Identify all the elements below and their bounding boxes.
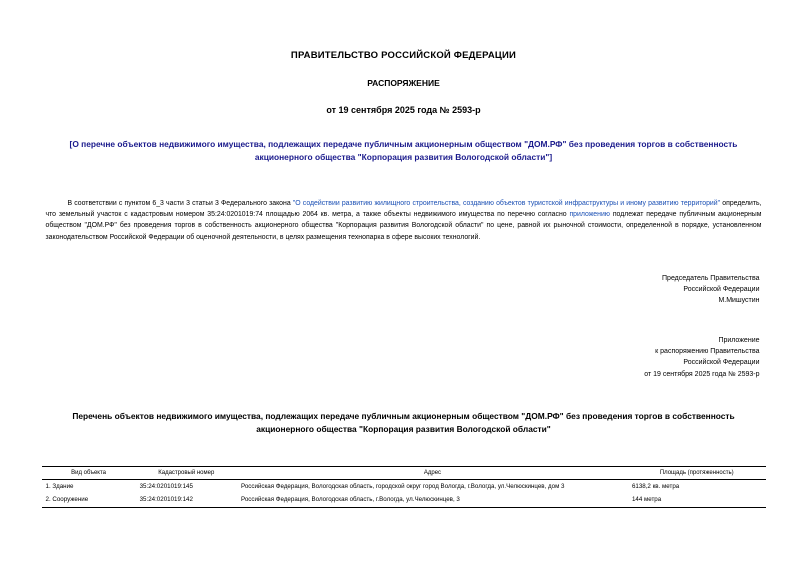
signature-position-line1: Председатель Правительства: [662, 274, 760, 282]
appendix-ref-date: от 19 сентября 2025 года № 2593-р: [644, 370, 760, 378]
cell-area: 144 метра: [628, 493, 766, 508]
government-heading: ПРАВИТЕЛЬСТВО РОССИЙСКОЙ ФЕДЕРАЦИИ: [290, 50, 517, 61]
table-body: [42, 480, 766, 508]
cell-address: Российская Федерация, Вологодская область, г.Вологда, ул.Челюскинцев, 3: [237, 493, 628, 508]
table-row: [42, 493, 766, 508]
signature-block: [42, 273, 766, 307]
appendix-label: Приложение: [718, 336, 760, 344]
appendix-ref-line2: Российской Федерации: [683, 359, 760, 367]
table-row: [42, 480, 766, 494]
cell-type: 1. Здание: [45, 483, 74, 491]
document-date: от 19 сентября 2025 года № 2593-р: [326, 105, 481, 115]
column-header-cadastral: Кадастровый номер: [136, 467, 237, 480]
cell-cadastral: 35:24:0201019:145: [139, 483, 193, 491]
column-header-area: Площадь (протяженность): [628, 467, 766, 480]
objects-table: [42, 466, 766, 508]
appendix-block: [42, 335, 766, 380]
signature-position-line2: Российской Федерации: [683, 286, 760, 294]
document-type: РАСПОРЯЖЕНИЕ: [367, 78, 440, 88]
signature-name: М.Мишустин: [718, 297, 760, 305]
column-header-address: Адрес: [237, 467, 628, 480]
cell-cadastral: 35:24:0201019:142: [136, 493, 237, 508]
cell-address: Российская Федерация, Вологодская область, городской округ город Вологда, г.Вологда, ул.Челюскинцев, дом 3: [240, 483, 565, 491]
law-reference-link[interactable]: "О содействии развитию жилищного строительства, созданию объектов туристской инфраструктуры и иному развитию территорий": [292, 200, 721, 208]
column-header-type: Вид объекта: [42, 467, 136, 480]
appendix-ref-line1: к распоряжению Правительства: [655, 348, 760, 356]
table-header: [42, 467, 766, 480]
table-header-row: [42, 467, 766, 480]
appendix-reference-link[interactable]: приложению: [569, 211, 610, 219]
document-body: [42, 198, 766, 243]
cell-area: 6138,2 кв. метра: [631, 483, 680, 491]
document-content: [42, 0, 766, 508]
list-title: Перечень объектов недвижимого имущества, подлежащих передаче публичным акционерным обществом "ДОМ.РФ" без проведения торгов в собственность акционерного общества "Корпорация развития Вологодской области": [72, 411, 735, 435]
body-text-part3: подлежат передаче публичным акционерным обществом "ДОМ.РФ" без проведения торгов в собственность акционерного общества "Корпорация развития Вологодской области" по цене, равной их рыночной стоимости, определенной в порядке, установленном законодательством Российской Федерации об оценочной деятельности, в целях размещения технопарка в сфере высоких технологий.: [45, 211, 762, 241]
body-text-part1: В соответствии с пунктом 6_3 части 3 статьи 3 Федерального закона: [67, 200, 293, 208]
document-title: [О перечне объектов недвижимого имущества, подлежащих передаче публичным акционерным обществом "ДОМ.РФ" без проведения торгов в собственность акционерного общества "Корпорация развития Вологодской области"]: [69, 139, 738, 163]
cell-type: 2. Сооружение: [42, 493, 136, 508]
body-text-part2: определить, что земельный участок с кадастровым номером 35:24:0201019:74 площадью 2064 кв. метра, а также объекты недвижимого имущества по перечню согласно: [45, 200, 762, 219]
